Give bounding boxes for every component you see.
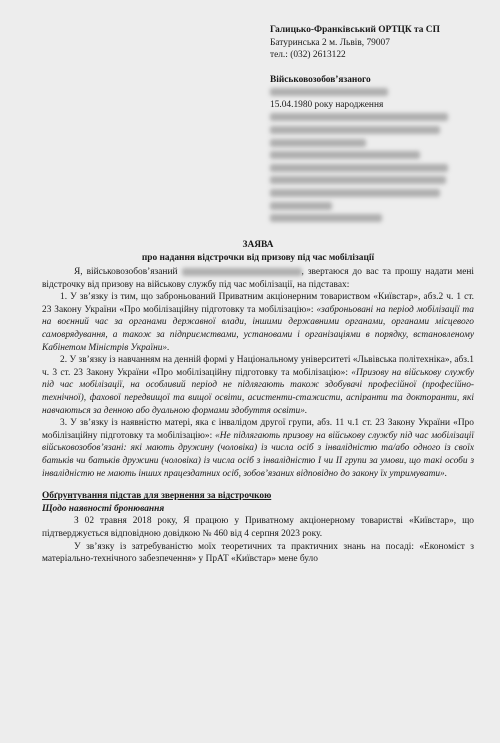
applicant-address-redacted	[270, 112, 474, 225]
justification-title: Обґрунтування підстав для звернення за відстрочкою	[42, 491, 272, 502]
justification-subtitle: Щодо наявності бронювання	[42, 503, 165, 514]
applicant-birth: 15.04.1980 року народження	[270, 99, 384, 110]
justification-section	[42, 490, 474, 515]
recipient-phone: тел.: (032) 2613122	[270, 50, 346, 61]
ground-item-2: 2. У зв’язку із навчанням на денній формі у Національному університеті «Львівська політехніка», абз.1 ч. 3 ст. 23 Закону України «Про мобілізаційну підготовку та мобілізацію»: «Призову на військову службу під час мобілізації, на особливий період не підлягають також здобувачі професійної (професійно-технічної), фахової передвищої та вищої освіти, асистенти-стажисти, аспіранти та докторанти, які навчаються за денною або дуальною формами здобуття освіти».	[42, 355, 474, 416]
ground-item-1: 1. У зв’язку із тим, що заброньований Приватним акціонерним товариством «Київстар», абз.2 ч. 1 ст. 23 Закону України «Про мобілізаційну підготовку та мобілізацію»: «заброньовані на період мобілізації та на воєнний час за органами державної влади, іншими державними органами, органами місцевого самоврядування, а також за підприємствами, установами і організаціями в порядку, встановленому Кабінетом Міністрів України».	[42, 292, 474, 353]
document-subtitle: про надання відстрочки від призову під час мобілізації	[141, 252, 375, 263]
recipient-name: Галицько-Франківський ОРТЦК та СП	[270, 25, 440, 35]
recipient-block	[270, 24, 474, 225]
applicant-heading: Військовозобов’язаного	[270, 74, 371, 85]
ground-item-3: 3. У зв’язку із наявністю матері, яка є інвалідом другої групи, абз. 11 ч.1 ст. 23 Закону України «Про мобілізаційну підготовку та мобілізацію»: «Не підлягають призову на військову службу під час мобілізації військовозобов’язані: які мають дружину (чоловіка) із числа осіб з інвалідністю та/або одного із своїх батьків чи батьків дружини (чоловіка) із числа осіб з інвалідністю I чи II групи за умови, що такі особи з інвалідністю не мають інших працездатних осіб, зобов’язаних відповідно до закону їх утримувати».	[42, 418, 474, 479]
recipient-address: Батуринська 2 м. Львів, 79007	[270, 37, 390, 48]
redacted-name	[182, 268, 302, 276]
intro-paragraph: Я, військовозобов’язаний , звертаюся до вас та прошу надати мені відстрочку від призову на військову службу під час мобілізації, на підставах:	[42, 267, 475, 290]
document-title: ЗАЯВА	[242, 239, 274, 250]
applicant-name-redacted	[270, 86, 474, 99]
justification-paragraph-2: У зв’язку із затребуваністю моїх теоретичних та практичних знань на посаді: «Економіст з матеріально-технічного забезпечення» у ПрАТ «Київстар» мене було	[42, 541, 474, 565]
justification-paragraph-1: З 02 травня 2018 року, Я працюю у Приватному акціонерному товаристві «Київстар», що підтверджується відповідною довідкою № 460 від 4 серпня 2023 року.	[42, 516, 474, 539]
